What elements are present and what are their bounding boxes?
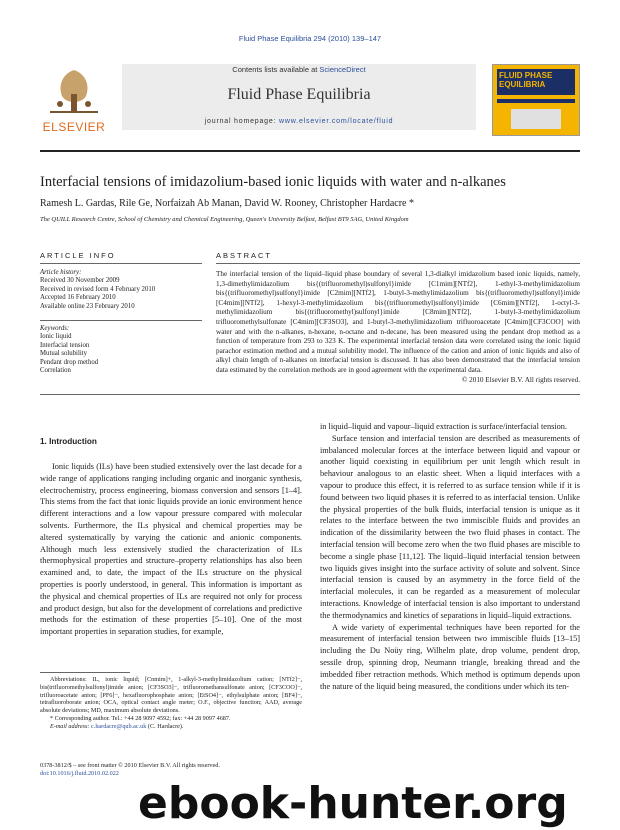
email-suffix: (C. Hardacre). <box>147 722 184 730</box>
keywords-rule <box>40 320 202 321</box>
homepage-link[interactable]: www.elsevier.com/locate/fluid <box>279 118 394 125</box>
journal-masthead <box>40 64 580 136</box>
corresponding-author: * Corresponding author. Tel.: +44 28 9097 4592; fax: +44 28 9097 4687. <box>50 714 231 722</box>
journal-title: Fluid Phase Equilibria <box>227 86 371 103</box>
body-paragraph: A wide variety of experimental techniques have been reported for the measurement of interfacial tension between two immiscible fluids [13–15] including the Du Noüy ring, Wilhelm plate, drop volume, pendent drop, sessile drop, spinning drop, Neumann triangle, breaking thread and the imbedded fiber retraction methods. Which method is optimum depends upon the nature of the liquid being measured, the conditions under which its ten- <box>320 622 580 691</box>
article-history <box>40 269 202 311</box>
footnote-rule <box>40 672 130 673</box>
doi-link[interactable]: doi:10.1016/j.fluid.2010.02.022 <box>40 770 119 777</box>
front-matter-rule <box>40 394 580 395</box>
masthead-rule <box>40 150 580 152</box>
keyword: Ionic liquid <box>40 333 72 341</box>
copyright: © 2010 Elsevier B.V. All rights reserved. <box>461 376 580 384</box>
body-paragraph: Surface tension and interfacial tension are described as measurements of imbalanced molecular forces at the interface between liquid and vapour or another liquid coexisting in equilibrium per unit length which result in behaviour analogous to an elastic sheet. When a liquid interfaces with a vapour to produce this effect, it is referred to as surface tension while if it is found between two liquid phases it is referred to as interfacial tension. Unlike the physical properties of the bulk fluids, interfacial tension is unique as it relates to the interface between the two immiscible fluids and provides an indication of the dissimilarity between the two fluid phases in contact. The interfacial tension will become zero when the two fluid phases are miscible to become a single phase [11,12]. The liquid–liquid interfacial tension between two liquids gives insight into the surface activity of solute and solvent. Since interfacial tension is caused by an asymmetry in the force field of the interfacial molecules, it can be regarded as a measurement of molecular interactions. Knowledge of interfacial tension is also important to understand the thermodynamics and kinetics of separations in liquid–liquid extractions. <box>320 433 580 620</box>
email-link[interactable]: c.hardacre@qub.ac.uk <box>91 722 147 730</box>
journal-homepage <box>122 118 476 125</box>
masthead-banner <box>122 64 476 130</box>
journal-citation: Fluid Phase Equilibria 294 (2010) 139–147 <box>238 34 382 43</box>
keywords-label: Keywords: <box>40 325 70 332</box>
email-label: E-mail address: <box>50 722 90 730</box>
cover-stripe <box>497 99 575 103</box>
article-info-rule <box>40 263 202 264</box>
contents-prefix: Contents lists available at <box>232 65 318 74</box>
cover-title: FLUID PHASE EQUILIBRIA <box>499 71 553 89</box>
body-paragraph: in liquid–liquid and vapour–liquid extraction is surface/interfacial tension. <box>320 422 567 431</box>
abstract-text: The interfacial tension of the liquid–liquid phase boundary of several 1,3-dialkyl imidazolium based ionic liquids, namely, 1,3-dimethylimidazolium bis{(trifluoromethyl)sulfonyl}imide [C1mim][NTf2], 1-ethyl-3-methylimidazolium bis{(trifluoromethyl)sulfonyl}imide [C2mim][NTf2], 1-butyl-3-methylimidazolium bis{(trifluoromethyl)sulfonyl}imide [C4mim][NTf2], 1-hexyl-3-methylimidazolium bis{(trifluoromethyl)sulfonyl}imide [C6mim][NTf2], 1-octyl-3-methylimidazolium bis{(trifluoromethyl)sulfonyl}imide [C8mim][NTf2], 1-butyl-3-methylimidazolium trifluoromethylsulfonate [C4mim][CF3SO3], and 1-butyl-3-methylimidazolium trifluoroacetate [C4mim][CF3COO] with water and with the n-alkanes, n-hexane, n-octane and n-decane, has been measured using the pendant drop method as a function of temperature from 293 to 323 K. The experimental interfacial tension data were correlated using the ionic liquid parachor estimation method and a mutual solubility model. The influence of the cation and anion of ionic liquids and also of alkyl chain length of n-alkanes on interfacial tension is discussed. It has also been demonstrated that the interfacial tension data estimated by the correlation methods are in good agreement with the experimental data. <box>216 270 580 374</box>
history-item: Accepted 16 February 2010 <box>40 294 116 302</box>
abbreviations-footnote: Abbreviations: IL, ionic liquid; [Cnmim]+, 1-alkyl-3-methylimidazolium cation; [NTf2]−, bis(trifluoromethylsulfonyl)imide anion; [CF3SO3]−, trifluoromethansulfonate anion; [CF3COO]−, trifluoroacetate anion; [PF6]−, hexafluorophosphate anion; [EtSO4]−, ethylsulphate anion; [BF4]−, tetrafluoroborate anion; OCA, optical contact angle meter; O.F., objective function; AAD, average absolute deviations; MD, maximum absolute deviations. <box>40 676 302 715</box>
history-label: Article history: <box>40 269 82 276</box>
journal-cover-image <box>492 64 580 136</box>
sciencedirect-link[interactable]: ScienceDirect <box>319 65 366 74</box>
publisher-name: ELSEVIER <box>42 120 106 134</box>
left-column <box>40 461 302 638</box>
right-column <box>320 421 580 692</box>
history-item: Received in revised form 4 February 2010 <box>40 285 156 293</box>
history-item: Received 30 November 2009 <box>40 277 120 285</box>
email-line <box>40 723 302 731</box>
keywords-block <box>40 325 202 375</box>
abstract-rule <box>216 263 580 264</box>
section-heading: 1. Introduction <box>40 437 97 446</box>
abstract-heading: ABSTRACT <box>216 251 273 260</box>
article-authors: Ramesh L. Gardas, Rile Ge, Norfaizah Ab Manan, David W. Rooney, Christopher Hardacre * <box>40 198 414 209</box>
footnotes <box>40 676 302 731</box>
keyword: Interfacial tension <box>40 341 90 349</box>
issn-line: 0378-3812/$ – see front matter © 2010 Elsevier B.V. All rights reserved. <box>40 762 220 769</box>
article-info-heading: ARTICLE INFO <box>40 251 116 260</box>
article-affiliation: The QUILL Research Centre, School of Chemistry and Chemical Engineering, Queen's University Belfast, Belfast BT9 5AG, United Kingdom <box>40 216 409 223</box>
cover-illustration <box>511 109 561 129</box>
body-paragraph: Ionic liquids (ILs) have been studied extensively over the last decade for a wide range of applications ranging including organic and inorganic synthesis, electrochemistry, process engineering, biomass conversion and sensors [1–4]. This stems from the fact that ionic liquids provide an ionic environment hence different interactions and a low vapour pressure compared with molecular solvents. Furthermore, the ILs physical and chemical properties may be altered systematically by varying the cationic and anionic components. Although much less extensively studied the characterization of ILs thermophysical properties and structure–property relationships has also been examined and, to date, the impact of the ILs structure on the physical properties is poorly understood, in general. This information is important as the physical and chemical properties of ILs are required not only for process and product design, but also for the development of correlations and predictive methods for the estimation of these properties [5–10]. One of the most important properties in separation studies, for example, <box>40 462 302 637</box>
watermark: ebook-hunter.org <box>138 778 568 829</box>
contents-line <box>122 65 476 74</box>
keyword: Mutual solubility <box>40 350 88 358</box>
keyword: Pendant drop method <box>40 358 99 366</box>
article-title: Interfacial tensions of imidazolium-based ionic liquids with water and n-alkanes <box>40 174 506 190</box>
homepage-prefix: journal homepage: <box>204 118 277 125</box>
keyword: Correlation <box>40 367 71 375</box>
history-item: Available online 23 February 2010 <box>40 302 135 310</box>
